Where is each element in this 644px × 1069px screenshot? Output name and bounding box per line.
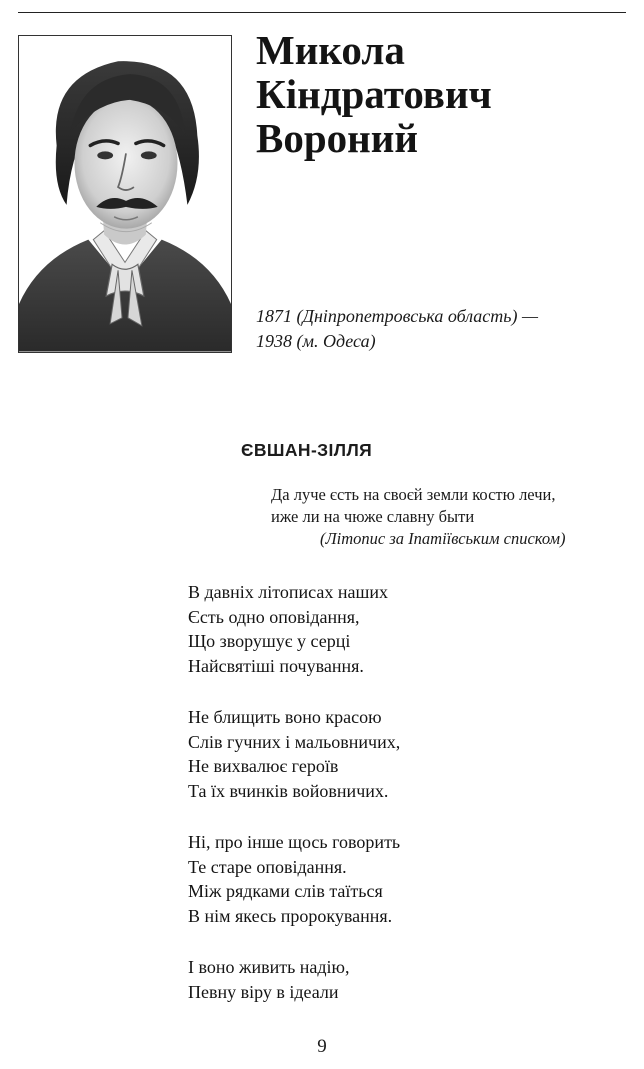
portrait-drawing [19,36,231,352]
poem-line: В нім якесь пророкування. [188,905,393,926]
poem-line: Слів гучних і мальовничих, [188,731,401,752]
author-birth: 1871 (Дніпропетровська область) — [256,306,538,326]
epigraph [271,484,631,550]
author-first-name: Микола [256,27,405,73]
author-death: 1938 (м. Одеса) [256,331,376,351]
epigraph-source: (Літопис за Іпатіївським списком) [320,529,566,548]
author-patronymic: Кіндратович [256,71,492,117]
poem-line: Між рядками слів таїться [188,881,383,901]
poem-line: Найсвятіші почування. [188,655,364,676]
author-surname: Вороний [256,115,419,161]
poem-line: Що зворушує у серці [188,631,351,651]
poem-line: В давніх літописах наших [188,582,388,602]
poem-line: Єсть одно оповідання, [188,606,360,627]
author-dates [256,304,538,354]
poem-line: Та їх вчинків войовничих. [188,780,389,801]
top-rule [18,12,626,13]
stanza-1 [188,580,508,678]
poem-line: І воно живить надію, [188,957,350,977]
poem-line: Не вихвалює героїв [188,756,339,776]
author-name [256,28,492,160]
epigraph-line: иже ли на чюже славну быти [271,507,475,526]
poem-title: ЄВШАН-ЗІЛЛЯ [241,440,373,460]
poem-line: Ні, про інше щось говорить [188,832,401,852]
poem-line: Певну віру в ідеали [188,981,339,1002]
author-portrait [18,35,232,353]
poem-line: Не блищить воно красою [188,707,382,727]
poem-line: Те старе оповідання. [188,856,347,877]
epigraph-line: Да луче єсть на своєй земли костю лечи, [271,485,556,504]
page-number: 9 [317,1036,327,1057]
stanza-4 [188,955,508,1004]
stanza-2 [188,705,508,803]
stanza-3 [188,830,508,928]
